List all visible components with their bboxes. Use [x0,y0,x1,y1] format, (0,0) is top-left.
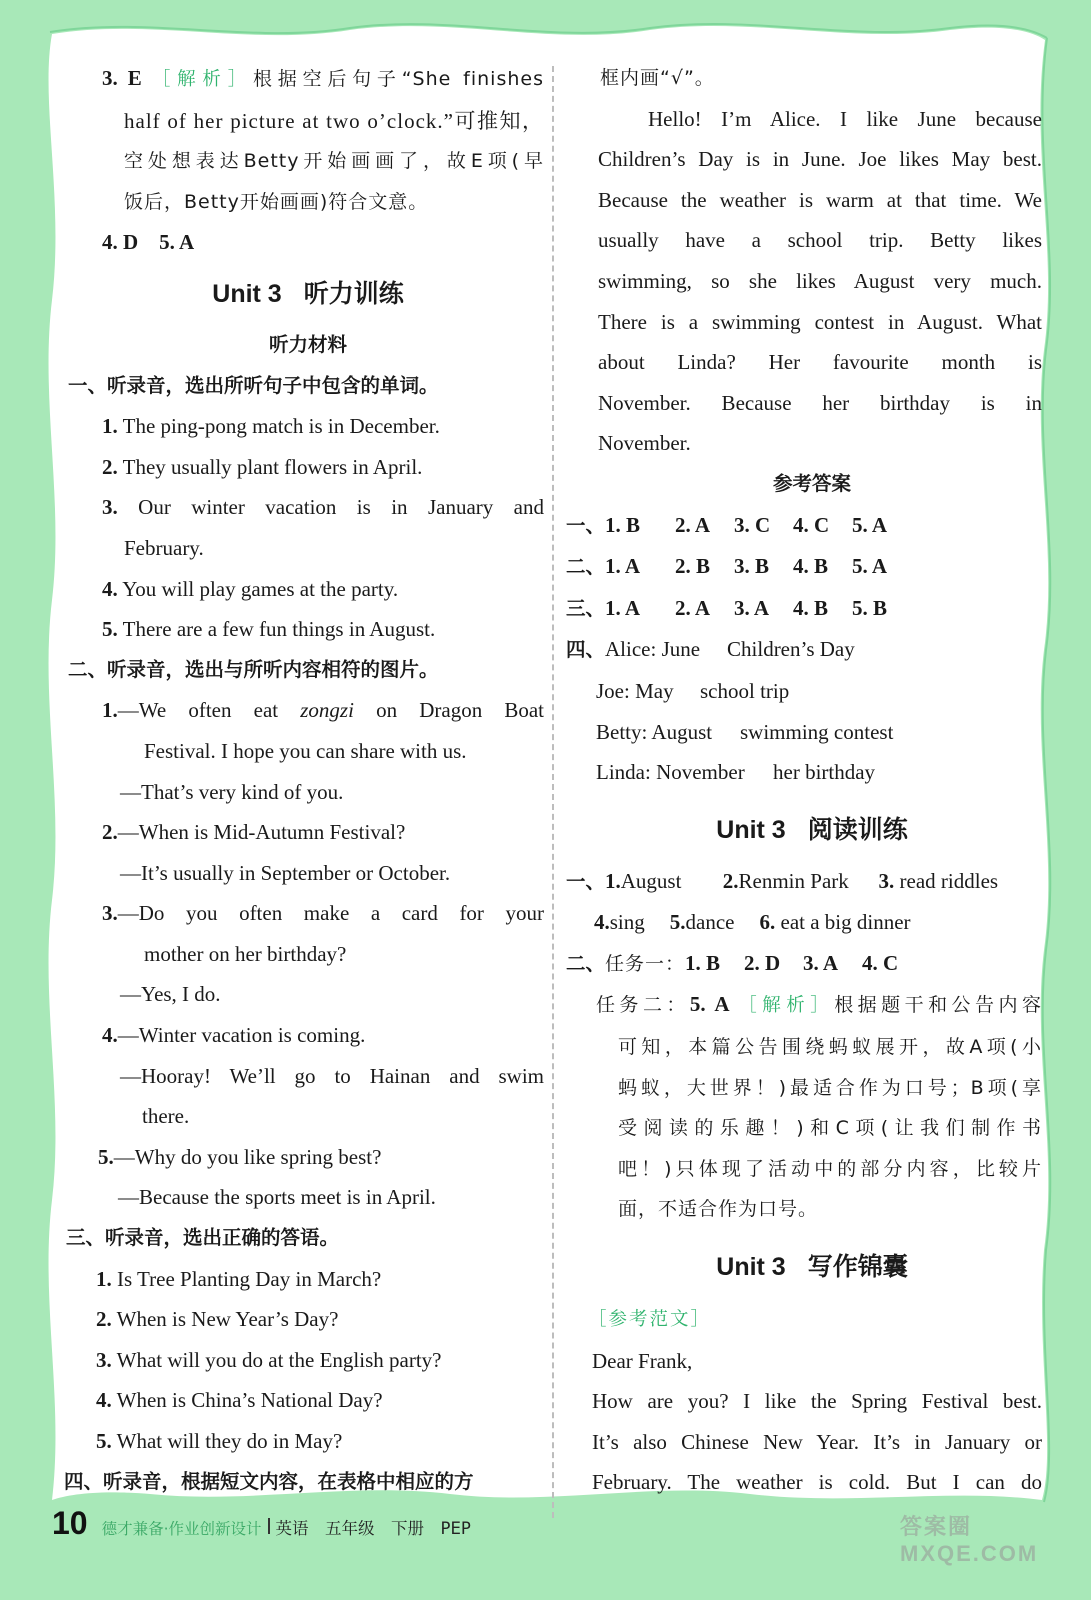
explanation-line: 受阅读的乐趣！)和C项(让我们制作书 [618,1117,1042,1140]
dialogue-cont: Festival. I hope you can share with us. [144,738,467,763]
answer-line: 4. D 5. A [102,230,195,255]
dialogue-item: 4.—Winter vacation is coming. [102,1023,366,1048]
dialogue-reply: —Yes, I do. [120,982,221,1007]
explanation-line: half of her picture at two o’clock.”可推知， [124,108,544,133]
model-essay-tag: ［参考范文］ [588,1309,712,1331]
series-name: 德才兼备·作业创新设计 [101,1520,262,1538]
left-column [64,58,544,1502]
dialogue-cont: there. [142,1104,190,1129]
passage-line: about Linda? Her favourite month is [598,350,1042,375]
passage-line: usually have a school trip. Betty likes [598,228,1042,253]
dialogue-item: 3.—Do you often make a card for your [102,901,544,926]
dialogue-reply: —It’s usually in September or October. [120,860,451,885]
analysis-tag: ［解析］ [151,69,253,90]
explanation-line: 可知，本篇公告围绕蚂蚁展开，故A项(小 [618,1036,1042,1059]
page-number: 10 [52,1505,88,1541]
unit-title-reading: Unit 3 阅读训练 [716,814,908,844]
answer-row: 二、任务一：1. B 2. D 3. A 4. C [566,950,899,975]
watermark: 答案圈 MXQE.COM [900,1514,1039,1566]
dialogue-reply: —Hooray! We’ll go to Hainan and swim [120,1063,544,1088]
answer-row: Betty: August swimming contest [596,719,894,744]
answer-row: 一、1. B 2. A 3. C 4. C 5. A [566,512,888,537]
explanation-line: 饭后，Betty开始画画)符合文意。 [124,190,429,213]
answer-row: 三、1. A 2. A 3. A 4. B 5. B [566,595,888,620]
explanation-line: 3. E ［解析］根据空后句子“She finishes [102,66,544,90]
unit-title-listening: Unit 3 听力训练 [212,278,404,308]
dialogue-cont: mother on her birthday? [144,941,347,966]
list-item: 4. When is China’s National Day? [96,1388,383,1413]
letter-line: February. The weather is cold. But I can do [592,1470,1042,1495]
book-info: 英语 五年级 下册 PEP [275,1519,471,1538]
dialogue-item: 5.—Why do you like spring best? [98,1144,382,1169]
list-item: 1. The ping-pong match is in December. [102,414,440,439]
letter-line: How are you? I like the Spring Festival best. [592,1389,1042,1414]
answer-row: 4.sing 5.dance 6. eat a big dinner [594,910,911,935]
answer-row: Joe: May school trip [596,678,790,703]
section-heading: 二、听录音，选出与所听内容相符的图片。 [68,657,439,681]
list-item-cont: February. [124,535,204,560]
explanation-line: 空处想表达Betty开始画画了，故E项(早 [124,150,544,173]
passage-line: swimming, so she likes August very much. [598,268,1042,293]
unit-title-writing: Unit 3 写作锦囊 [716,1252,908,1282]
footer-divider [268,1518,270,1534]
answer-title: 参考答案 [772,471,851,495]
passage-line: November. [598,431,691,456]
list-item: 5. There are a few fun things in August. [102,617,436,642]
list-item: 2. When is New Year’s Day? [96,1307,339,1332]
list-item: 1. Is Tree Planting Day in March? [96,1266,382,1291]
right-column [566,58,1042,1503]
dialogue-reply: —That’s very kind of you. [120,779,344,804]
dialogue-item: 1.—We often eat zongzi on Dragon Boat [102,698,544,723]
dialogue-item: 2.—When is Mid-Autumn Festival? [102,820,406,845]
answer-row: 二、1. A 2. B 3. B 4. B 5. A [566,554,888,579]
explanation-line: 任务二：5. A ［解析］根据题干和公告内容 [596,992,1042,1017]
letter-line: It’s also Chinese New Year. It’s in January or [592,1429,1042,1454]
explanation-line: 蚂蚁，大世界！)最适合作为口号；B项(享 [618,1076,1042,1099]
passage-line: Because the weather is warm at that time. We [598,187,1042,212]
explanation-line: 面，不适合作为口号。 [618,1198,819,1221]
list-item: 2. They usually plant flowers in April. [102,454,423,479]
section-heading: 四、听录音，根据短文内容，在表格中相应的方 [64,1469,474,1493]
listening-material-title: 听力材料 [268,332,347,356]
section-heading-cont: 框内画“√”。 [600,67,715,89]
explanation-line: 吧！)只体现了活动中的部分内容，比较片 [618,1157,1042,1180]
section-heading: 一、听录音，选出所听句子中包含的单词。 [68,373,439,397]
list-item: 5. What will they do in May? [96,1429,343,1453]
column-divider [552,66,554,1518]
page-footer [52,1505,471,1545]
letter-line: Dear Frank, [592,1348,693,1373]
answer-row: Linda: November her birthday [596,760,876,785]
list-item: 3. What will you do at the English party? [96,1347,442,1372]
list-item: 3. Our winter vacation is in January and [102,495,544,520]
passage-line: There is a swimming contest in August. What [598,309,1042,334]
answer-row: 一、1.August 2.Renmin Park 3. read riddles [566,868,999,893]
list-item: 4. You will play games at the party. [102,576,399,601]
passage-line: Children’s Day is in June. Joe likes May best. [598,147,1042,172]
answer-row: 四、Alice: June Children’s Day [566,637,855,662]
passage-line: Hello! I’m Alice. I like June because [648,106,1042,131]
passage-line: November. Because her birthday is in [598,390,1042,415]
section-heading: 三、听录音，选出正确的答语。 [66,1226,340,1250]
dialogue-reply: —Because the sports meet is in April. [118,1185,436,1210]
